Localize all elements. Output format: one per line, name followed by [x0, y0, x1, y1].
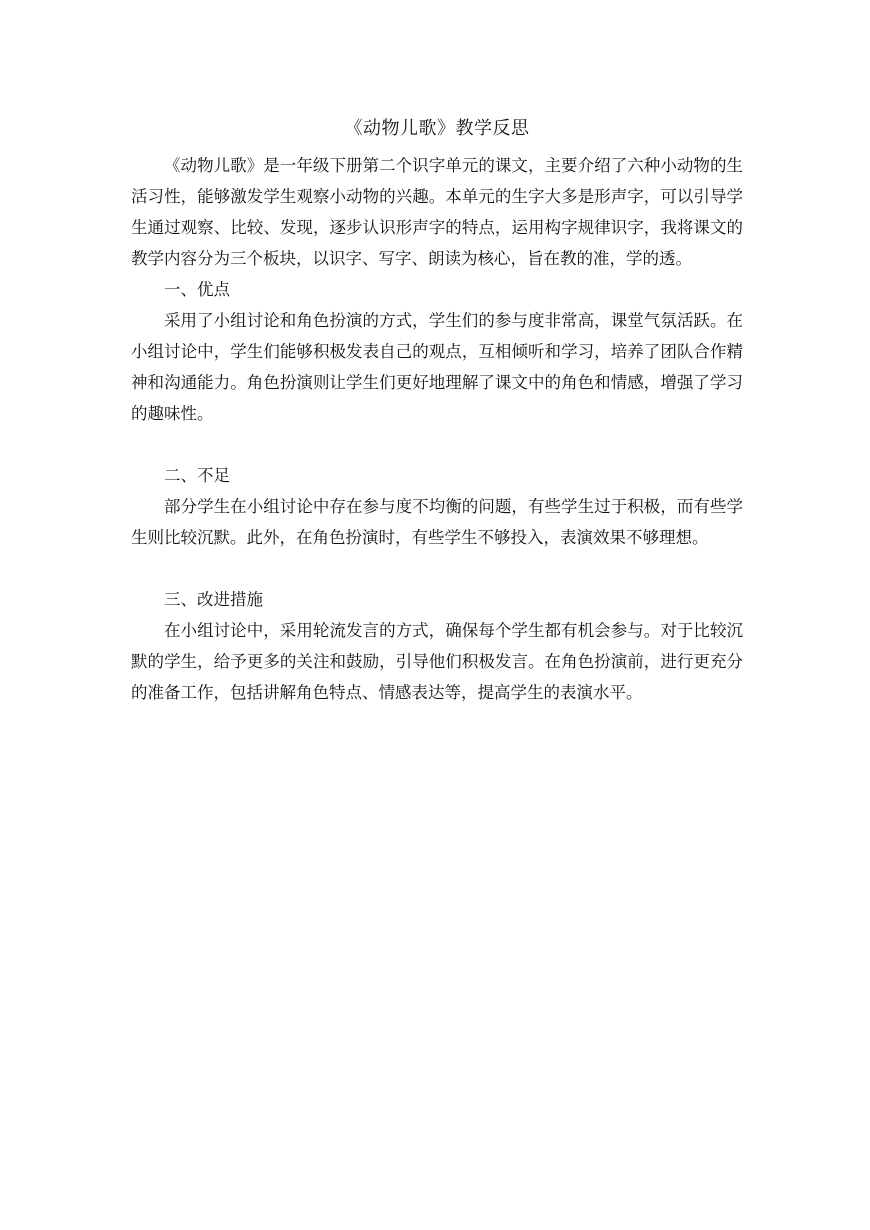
blank-line: [131, 553, 743, 584]
blank-line: [131, 429, 743, 460]
section-body-improvements: 在小组讨论中，采用轮流发言的方式，确保每个学生都有机会参与。对于比较沉默的学生，给予更多的关注和鼓励，引导他们积极发言。在角色扮演前，进行更充分的准备工作，包括讲解角色特点、情感表达等，提高学生的表演水平。: [131, 621, 743, 702]
section-body-shortcomings: 部分学生在小组讨论中存在参与度不均衡的问题，有些学生过于积极，而有些学生则比较沉默。此外，在角色扮演时，有些学生不够投入，表演效果不够理想。: [131, 497, 743, 547]
intro-paragraph: 《动物儿歌》是一年级下册第二个识字单元的课文，主要介绍了六种小动物的生活习性，能够激发学生观察小动物的兴趣。本单元的生字大多是形声字，可以引导学生通过观察、比较、发现，逐步认识形声字的特点，运用构字规律识字，我将课文的教学内容分为三个板块，以识字、写字、朗读为核心，旨在教的准，学的透。: [131, 156, 743, 268]
document-title: 《动物儿歌》教学反思: [344, 118, 530, 139]
document-page: [131, 114, 743, 708]
section-heading-advantages: 一、优点: [164, 280, 230, 299]
section-body-advantages: 采用了小组讨论和角色扮演的方式，学生们的参与度非常高，课堂气氛活跃。在小组讨论中，学生们能够积极发表自己的观点，互相倾听和学习，培养了团队合作精神和沟通能力。角色扮演则让学生们更好地理解了课文中的角色和情感，增强了学习的趣味性。: [131, 311, 743, 423]
section-heading-shortcomings: 二、不足: [164, 466, 230, 485]
section-heading-improvements: 三、改进措施: [164, 590, 263, 609]
